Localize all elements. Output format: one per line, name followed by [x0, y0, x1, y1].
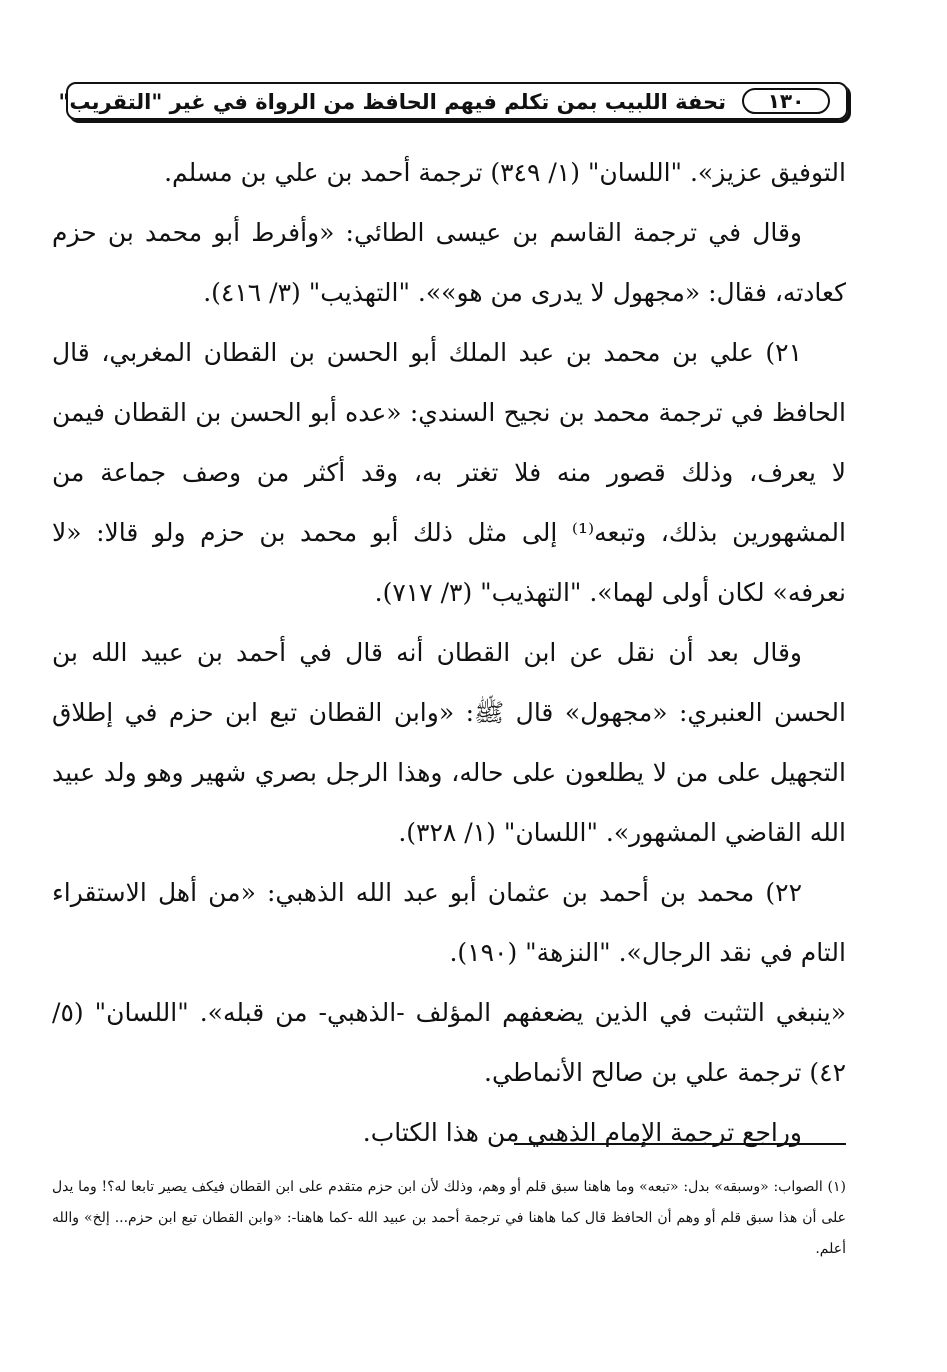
page-number: ١٣٠ [742, 88, 830, 114]
footnote-separator [514, 1143, 846, 1145]
running-header [58, 82, 848, 120]
paragraph: وراجع ترجمة الإمام الذهبي من هذا الكتاب. [362, 1118, 802, 1147]
paragraph: التوفيق عزيز». "اللسان" (١/ ٣٤٩) ترجمة أحمد بن علي بن مسلم. [164, 158, 846, 187]
paragraph: ٢٢) محمد بن أحمد بن عثمان أبو عبد الله الذهبي: «من أهل الاستقراء التام في نقد الرجال». "النزهة" (١٩٠). [52, 878, 846, 967]
footnotes [52, 1172, 846, 1265]
running-title: تحفة اللبيب بمن تكلم فيهم الحافظ من الرواة في غير "التقريب" [58, 90, 726, 114]
footnote: (١) الصواب: «وسبقه» بدل: «تبعه» وما هاهنا سبق قلم أو وهم، وذلك لأن ابن حزم متقدم على ابن القطان فيكف يصير تابعا له؟! وما يدل على أن هذا سبق قلم أو وهم أن الحافظ قال كما هاهنا في ترجمة أحمد بن عبيد الله -كما هاهنا-: «وابن القطان تبع ابن حزم... إلخ» والله أعلم. [52, 1179, 846, 1257]
paragraph: ٢١) علي بن محمد بن عبد الملك أبو الحسن بن القطان المغربي، قال الحافظ في ترجمة محمد بن نجيح السندي: «عده أبو الحسن بن القطان فيمن لا يعرف، وذلك قصور منه فلا تغتر به، وقد أكثر من وصف جماعة من المشهورين بذلك، وتبعه⁽¹⁾ إلى مثل ذلك أبو محمد بن حزم ولو قالا: «لا نعرفه» لكان أولى لهما». "التهذيب" (٣/ ٧١٧). [52, 338, 846, 607]
paragraph: وقال في ترجمة القاسم بن عيسى الطائي: «وأفرط أبو محمد بن حزم كعادته، فقال: «مجهول لا يدرى من هو»». "التهذيب" (٣/ ٤١٦). [52, 218, 846, 307]
paragraph: «ينبغي التثبت في الذين يضعفهم المؤلف -الذهبي- من قبله». "اللسان" (٥/ ٤٢) ترجمة علي بن صالح الأنماطي. [52, 998, 846, 1087]
main-text [52, 143, 846, 1163]
paragraph: وقال بعد أن نقل عن ابن القطان أنه قال في أحمد بن عبيد الله بن الحسن العنبري: «مجهول» قال ﷺ: «وابن القطان تبع ابن حزم في إطلاق التجهيل على من لا يطلعون على حاله، وهذا الرجل بصري شهير وهو ولد عبيد الله القاضي المشهور». "اللسان" (١/ ٣٢٨). [52, 638, 846, 847]
